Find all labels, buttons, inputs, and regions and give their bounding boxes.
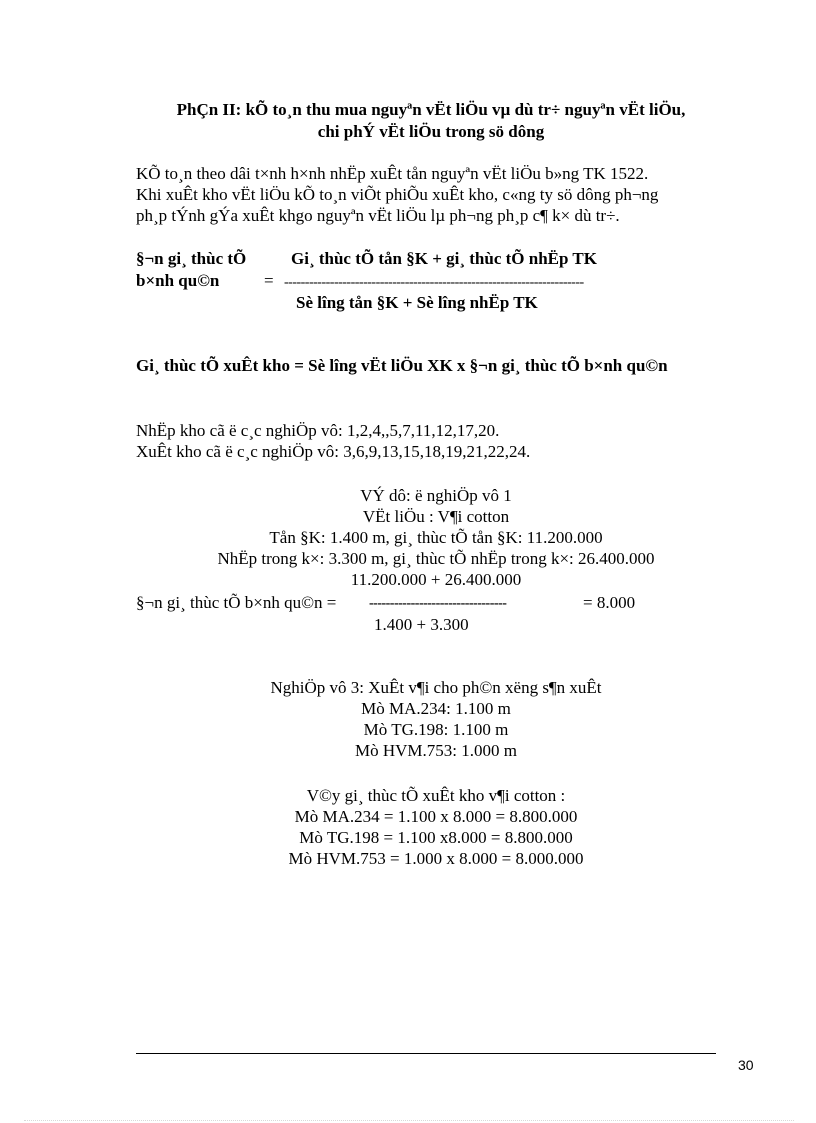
intro-paragraph: [136, 163, 736, 226]
formula-fraction-bar: ------------------------------------------------------------------------: [284, 275, 584, 290]
calc-denominator: 1.400 + 3.300: [374, 615, 469, 634]
intro-line: Khi xuÊt kho vËt liÖu kÕ to¸n viÕt phiÕu xuÊt kho, c«ng ty sö dông ph¬ng: [136, 185, 659, 204]
formula-numerator: Gi¸ thùc tÕ tån §K + gi¸ thùc tÕ nhËp TK: [291, 249, 597, 268]
intro-line: ph¸p tÝnh gÝa xuÊt khgo nguyªn vËt liÖu lµ ph¬ng ph¸p c¶ k× dù tr÷.: [136, 206, 620, 225]
page-bottom-edge: [24, 1120, 794, 1121]
intro-line: KÕ to¸n theo dâi t×nh h×nh nhËp xuÊt tån nguyªn vËt liÖu b»ng TK 1522.: [136, 164, 649, 183]
formula-equals: =: [264, 271, 274, 290]
section-title: [136, 99, 726, 143]
section-title-line-2: chi phÝ vËt liÖu trong sö dông: [317, 122, 545, 141]
example-line: Mò MA.234 = 1.100 x 8.000 = 8.800.000: [294, 807, 578, 826]
example-line: Mò HVM.753 = 1.000 x 8.000 = 8.000.000: [288, 849, 584, 868]
example-line: VËt liÖu : V¶i cotton: [362, 507, 510, 526]
export-list: XuÊt kho cã ë c¸c nghiÖp vô: 3,6,9,13,15,18,19,21,22,24.: [136, 442, 531, 461]
calc-result: = 8.000: [583, 593, 636, 612]
calc-lhs: §¬n gi¸ thùc tÕ b×nh qu©n =: [136, 593, 337, 612]
transaction-lists: [136, 420, 736, 462]
issue-price-formula: Gi¸ thùc tÕ xuÊt kho = Sè lîng vËt liÖu XK x §¬n gi¸ thùc tÕ b×nh qu©n: [136, 356, 668, 375]
import-list: NhËp kho cã ë c¸c nghiÖp vô: 1,2,4,,5,7,11,12,17,20.: [136, 421, 500, 440]
calc-fraction-bar: ---------------------------------: [369, 596, 507, 611]
formula-lhs-line-2: b×nh qu©n: [136, 271, 220, 290]
example-line: Mò HVM.753: 1.000 m: [355, 741, 517, 760]
formula-lhs-line-1: §¬n gi¸ thùc tÕ: [136, 249, 247, 268]
example-block-3: [136, 677, 736, 761]
section-title-line-1: PhÇn II: kÕ to¸n thu mua nguyªn vËt liÖu vµ dù tr÷ nguyªn vËt liÖu,: [176, 100, 686, 119]
example-line: Mò TG.198 = 1.100 x8.000 = 8.800.000: [299, 828, 573, 847]
footer-divider: [136, 1053, 716, 1054]
example-line: Mò TG.198: 1.100 m: [363, 720, 509, 739]
example-numerator: 11.200.000 + 26.400.000: [350, 570, 522, 589]
example-block-1: [136, 485, 736, 590]
example-line: Tån §K: 1.400 m, gi¸ thùc tÕ tån §K: 11.200.000: [269, 528, 603, 547]
example-line: V©y gi¸ thùc tÕ xuÊt kho v¶i cotton :: [306, 786, 566, 805]
example-line: NhËp trong k×: 3.300 m, gi¸ thùc tÕ nhËp trong k×: 26.400.000: [217, 549, 655, 568]
example-line: NghiÖp vô 3: XuÊt v¶i cho ph©n xëng s¶n xuÊt: [270, 678, 602, 697]
example-line: Mò MA.234: 1.100 m: [361, 699, 511, 718]
example-line: VÝ dô: ë nghiÖp vô 1: [360, 486, 512, 505]
formula-denominator: Sè lîng tån §K + Sè lîng nhËp TK: [296, 293, 538, 312]
page-number: 30: [738, 1057, 754, 1073]
example-block-4: [136, 785, 736, 869]
